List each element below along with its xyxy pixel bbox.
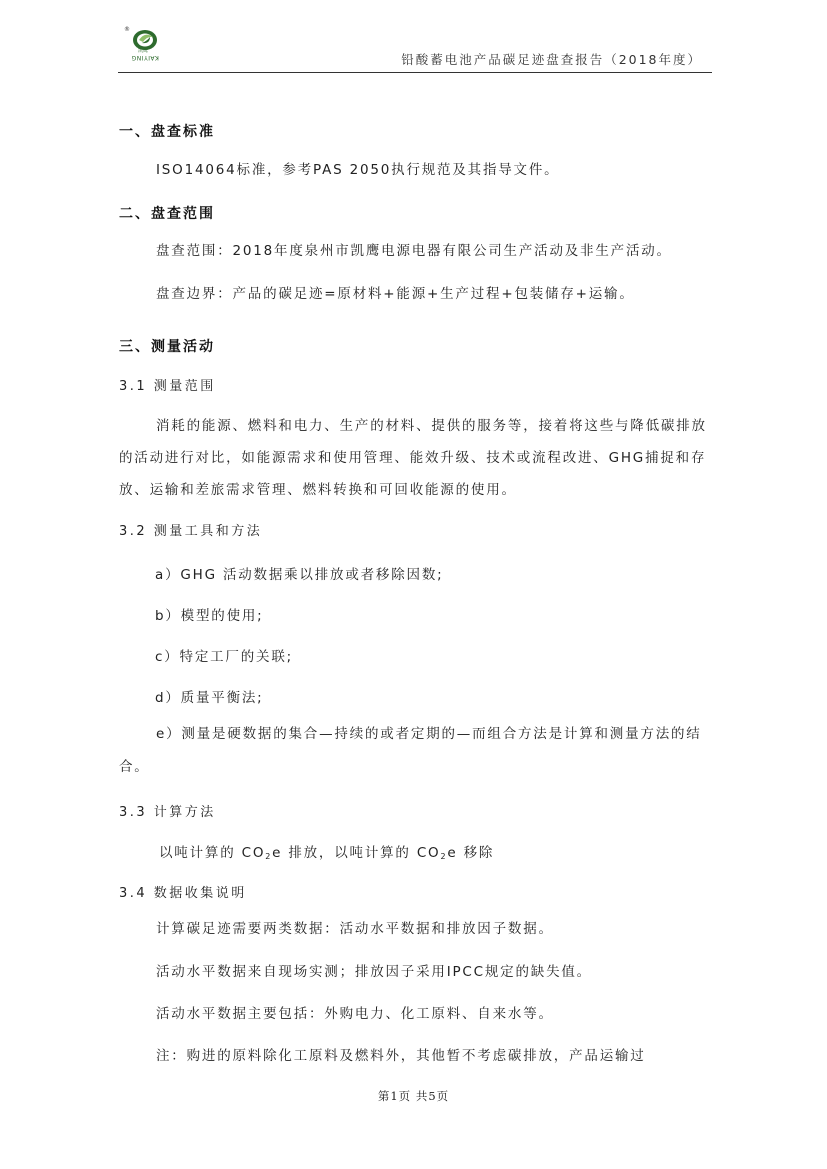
data-collection-p2: 活动水平数据来自现场实测；排放因子采用IPCC规定的缺失值。 — [156, 964, 592, 980]
method-item-b: b）模型的使用; — [155, 608, 264, 624]
calc-text-part-2: e 排放，以吨计算的 CO — [272, 845, 441, 861]
report-title: 铅酸蓄电池产品碳足迹盘查报告（2018年度） — [401, 52, 702, 67]
logo-brand-text: KAIYING — [131, 54, 159, 61]
calc-subscript-1: 2 — [265, 852, 273, 861]
section-3-heading: 三、测量活动 — [119, 339, 215, 355]
data-collection-p1: 计算碳足迹需要两类数据：活动水平数据和排放因子数据。 — [156, 921, 554, 937]
calculation-method-text — [159, 841, 494, 861]
section-3-1-heading: 3.1 测量范围 — [119, 379, 216, 394]
section-1-heading: 一、盘查标准 — [119, 124, 215, 140]
section-2-scope: 盘查范围：2018年度泉州市凯鹰电源电器有限公司生产活动及非生产活动。 — [156, 243, 672, 259]
company-logo — [124, 26, 160, 68]
section-3-1-text: 消耗的能源、燃料和电力、生产的材料、提供的服务等，接着将这些与降低碳排放的活动进行对比，如能源需求和使用管理、能效升级、技术或流程改进、GHG捕捉和存放、运输和差旅需求管理、燃料转换和可回收能源的使用。 — [119, 418, 707, 498]
section-3-3-heading: 3.3 计算方法 — [119, 805, 216, 820]
section-3-4-heading: 3.4 数据收集说明 — [119, 886, 247, 901]
section-3-2-heading: 3.2 测量工具和方法 — [119, 524, 263, 539]
section-2-boundary: 盘查边界：产品的碳足迹=原材料+能源+生产过程+包装储存+运输。 — [156, 286, 635, 302]
page-number-footer: 第1页 共5页 — [377, 1089, 450, 1103]
page-header — [118, 26, 712, 73]
section-1-text: ISO14064标准，参考PAS 2050执行规范及其指导文件。 — [156, 162, 560, 178]
method-item-c: c）特定工厂的关联; — [155, 649, 293, 665]
registered-mark: ® — [124, 26, 130, 33]
calc-text-part-3: e 移除 — [447, 845, 495, 861]
section-2-heading: 二、盘查范围 — [119, 206, 215, 222]
calc-text-part-1: 以吨计算的 CO — [159, 845, 266, 861]
method-item-a: a）GHG 活动数据乘以排放或者移除因数; — [155, 567, 444, 583]
data-collection-note: 注：购进的原料除化工原料及燃料外，其他暂不考虑碳排放，产品运输过 — [156, 1048, 646, 1064]
calc-subscript-2: 2 — [440, 852, 448, 861]
data-collection-p3: 活动水平数据主要包括：外购电力、化工原料、自来水等。 — [156, 1006, 554, 1022]
method-item-d: d）质量平衡法; — [155, 690, 264, 706]
logo-chinese-text: 凯鹰 — [138, 48, 149, 54]
method-item-e: e）测量是硬数据的集合—持续的或者定期的—而组合方法是计算和测量方法的结合。 — [119, 726, 702, 775]
